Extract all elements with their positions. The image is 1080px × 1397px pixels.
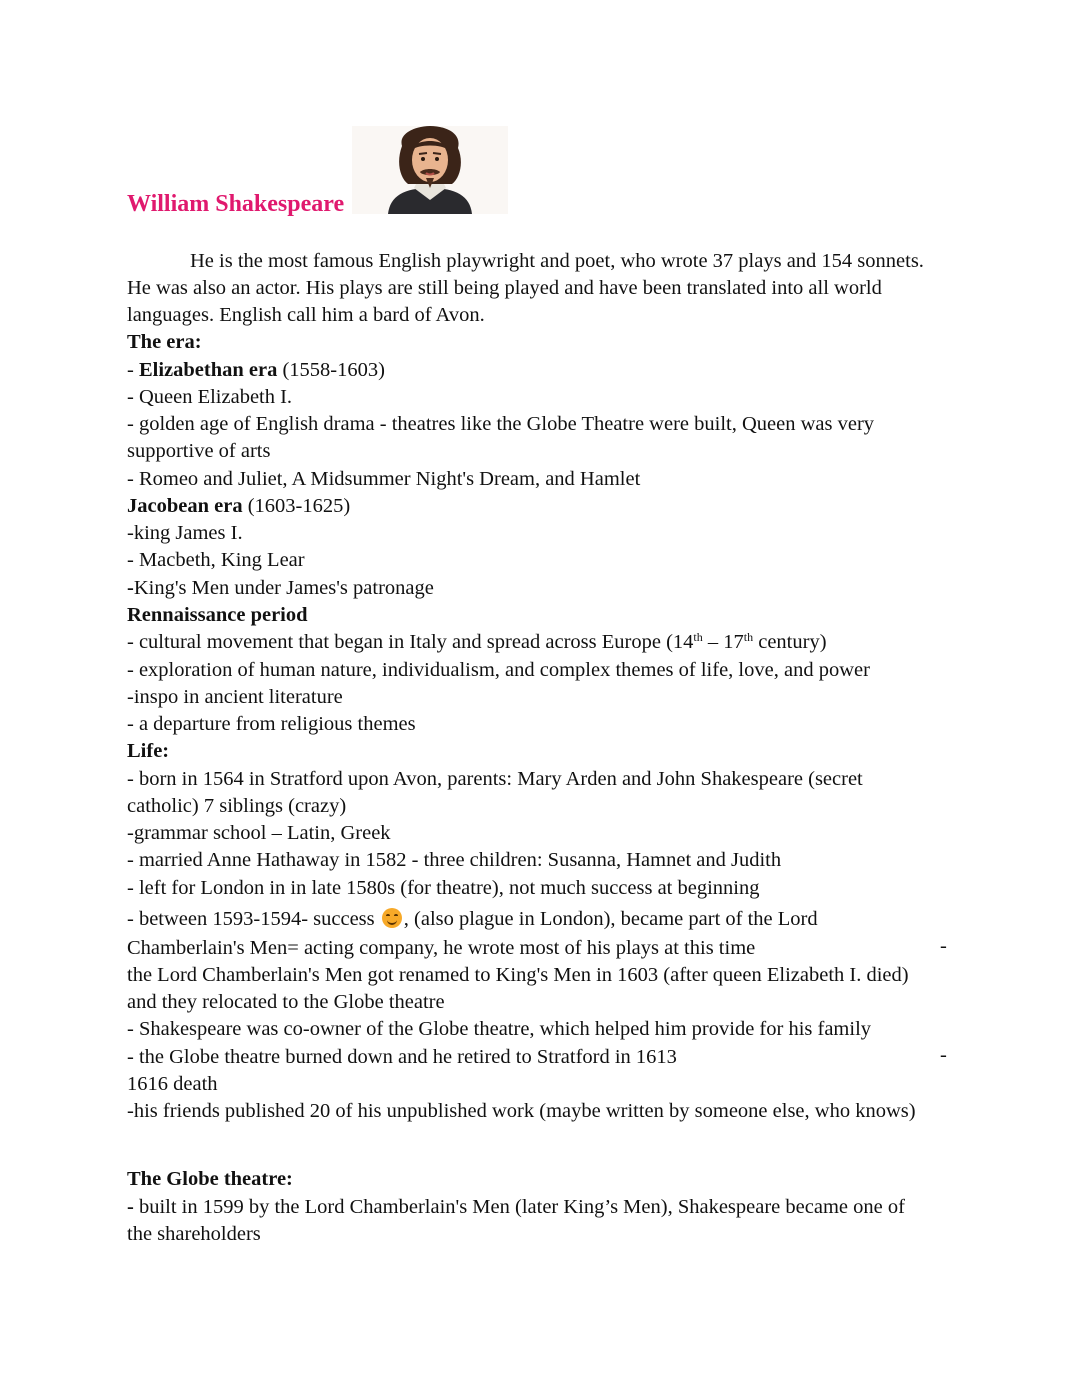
era-item: -King's Men under James's patronage: [127, 577, 434, 599]
era-item: - a departure from religious themes: [127, 713, 416, 735]
jacobean-era-line: Jacobean era (1603-1625): [127, 495, 351, 517]
intro-line-1: He is the most famous English playwright and poet, who wrote 37 plays and 154 sonnets.: [190, 250, 924, 272]
life-item: the Lord Chamberlain's Men got renamed to King's Men in 1603 (after queen Elizabeth I. died): [127, 964, 909, 986]
life-item: Chamberlain's Men= acting company, he wrote most of his plays at this time: [127, 937, 756, 959]
life-item: - left for London in in late 1580s (for theatre), not much success at beginning: [127, 877, 760, 899]
era-item: - Romeo and Juliet, A Midsummer Night's Dream, and Hamlet: [127, 468, 641, 490]
era-item: supportive of arts: [127, 440, 271, 462]
trailing-dash: -: [940, 1044, 947, 1066]
life-item: and they relocated to the Globe theatre: [127, 991, 445, 1013]
era-item: - Queen Elizabeth I.: [127, 386, 293, 408]
page-title: William Shakespeare: [127, 191, 345, 217]
globe-item: the shareholders: [127, 1223, 261, 1245]
era-item: - golden age of English drama - theatres like the Globe Theatre were built, Queen was very: [127, 413, 875, 435]
elizabethan-era-label: Elizabethan era: [138, 359, 278, 381]
life-item: catholic) 7 siblings (crazy): [127, 795, 347, 817]
jacobean-era-label: Jacobean era: [127, 495, 243, 517]
life-item: - between 1593-1594- success , (also plague in London), became part of the Lord: [127, 908, 818, 930]
globe-heading: The Globe theatre:: [127, 1168, 293, 1190]
life-heading: Life:: [127, 740, 170, 762]
life-item: 1616 death: [127, 1073, 218, 1095]
smiling-face-emoji-icon: [382, 908, 402, 928]
era-heading: The era:: [127, 331, 202, 353]
life-item: -his friends published 20 of his unpublished work (maybe written by someone else, who knows): [127, 1100, 916, 1122]
era-item: -king James I.: [127, 522, 243, 544]
life-item: -grammar school – Latin, Greek: [127, 822, 391, 844]
intro-line-2: He was also an actor. His plays are still being played and have been translated into all world: [127, 277, 882, 299]
life-item: - Shakespeare was co-owner of the Globe theatre, which helped him provide for his family: [127, 1018, 872, 1040]
shakespeare-portrait: [352, 126, 508, 214]
renaissance-heading: Rennaissance period: [127, 604, 308, 626]
era-item: - exploration of human nature, individualism, and complex themes of life, love, and power: [127, 659, 870, 681]
era-item: -inspo in ancient literature: [127, 686, 343, 708]
era-item: - Macbeth, King Lear: [127, 549, 305, 571]
life-item: - married Anne Hathaway in 1582 - three children: Susanna, Hamnet and Judith: [127, 849, 782, 871]
globe-item: - built in 1599 by the Lord Chamberlain's Men (later King’s Men), Shakespeare became one of: [127, 1196, 905, 1218]
era-item: - cultural movement that began in Italy and spread across Europe (14th – 17th century): [127, 630, 827, 653]
intro-line-3: languages. English call him a bard of Avon.: [127, 304, 485, 326]
trailing-dash: -: [940, 935, 947, 957]
life-item: - born in 1564 in Stratford upon Avon, parents: Mary Arden and John Shakespeare (secret: [127, 768, 863, 790]
life-item: - the Globe theatre burned down and he retired to Stratford in 1613: [127, 1046, 677, 1068]
elizabethan-era-line: - Elizabethan era (1558-1603): [127, 359, 385, 381]
